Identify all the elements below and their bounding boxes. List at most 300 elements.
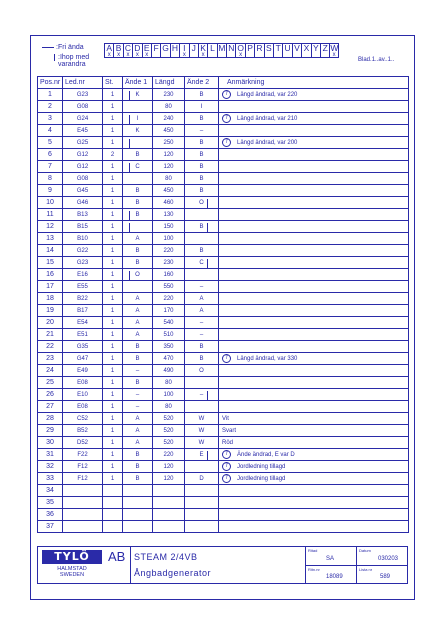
cell-pos	[38, 173, 63, 185]
cell-remark	[219, 245, 409, 257]
cell-pos	[38, 509, 63, 521]
cell-langd	[153, 497, 185, 509]
cell-led	[63, 329, 103, 341]
cell-led	[63, 497, 103, 509]
cell-langd-text: 490	[163, 367, 174, 374]
revision-letter-cell	[179, 43, 188, 58]
cell-ande2	[185, 377, 219, 389]
revision-letter: F	[153, 43, 159, 53]
cell-st	[103, 389, 123, 401]
revision-letter: Y	[312, 43, 319, 53]
cell-remark	[219, 437, 409, 449]
table-row	[38, 245, 409, 257]
cell-st-text: 1	[110, 271, 115, 278]
divider	[130, 547, 131, 583]
cell-langd-text: 160	[163, 271, 174, 278]
col-header-anm: Anmärkning	[219, 77, 409, 89]
revision-letter: X	[303, 43, 310, 53]
cell-st-text: 1	[110, 187, 115, 194]
cell-ande2	[185, 509, 219, 521]
product-title: STEAM 2/4VB	[134, 552, 198, 562]
company-suffix: AB	[108, 549, 126, 564]
cell-ande2	[185, 317, 219, 329]
table-row	[38, 269, 409, 281]
cell-ande2-text: B	[199, 91, 204, 98]
revision-letter-cell	[311, 43, 320, 58]
cell-langd	[153, 305, 185, 317]
cell-langd-text: 470	[163, 355, 174, 362]
cell-st	[103, 245, 123, 257]
cell-ande2-text: B	[199, 223, 204, 230]
remark-text: Längd ändrad, var 330	[237, 356, 298, 363]
revision-letter: H	[171, 43, 178, 53]
legend-free-end: :Fri ända	[56, 44, 84, 51]
cell-ande1	[123, 341, 153, 353]
cell-led-text: G22	[76, 247, 89, 254]
cell-ande1-text: K	[135, 91, 140, 98]
revision-letter: I	[183, 43, 186, 53]
joined-end-marker	[129, 211, 130, 221]
revision-letter: B	[115, 43, 122, 53]
cell-langd-text: 100	[163, 391, 174, 398]
cell-led	[63, 101, 103, 113]
cell-st-text: 1	[110, 235, 115, 242]
wire-list-table	[37, 76, 409, 533]
cell-ande2	[185, 341, 219, 353]
table-row	[38, 197, 409, 209]
cell-langd	[153, 401, 185, 413]
cell-pos	[38, 245, 63, 257]
cell-ande2	[185, 137, 219, 149]
cell-langd	[153, 269, 185, 281]
cell-ande2-text: –	[199, 319, 204, 326]
cell-ande2-text: –	[199, 283, 204, 290]
cell-remark	[219, 269, 409, 281]
cell-st	[103, 185, 123, 197]
cell-ande1	[123, 257, 153, 269]
cell-pos-text: 18	[46, 295, 54, 302]
cell-st	[103, 197, 123, 209]
cell-ande2-text: B	[199, 139, 204, 146]
cell-pos	[38, 233, 63, 245]
cell-pos-text: 20	[46, 319, 54, 326]
cell-led-text: G46	[76, 199, 89, 206]
table-row	[38, 161, 409, 173]
cell-pos	[38, 161, 63, 173]
revision-letter: S	[266, 43, 272, 53]
cell-pos	[38, 125, 63, 137]
cell-ande2-text: –	[199, 331, 204, 338]
cell-st	[103, 293, 123, 305]
cell-led	[63, 437, 103, 449]
cell-led	[63, 149, 103, 161]
cell-ande2	[185, 293, 219, 305]
cell-st	[103, 449, 123, 461]
cell-ande1	[123, 245, 153, 257]
joined-end-marker	[207, 259, 208, 269]
cell-remark	[219, 425, 409, 437]
cell-pos-text: 31	[46, 451, 54, 458]
joined-end-bar-symbol	[54, 54, 55, 61]
cell-st	[103, 401, 123, 413]
cell-ande1-text: B	[135, 355, 140, 362]
cell-ande1	[123, 233, 153, 245]
cell-remark	[219, 89, 409, 101]
revision-mark: x	[201, 52, 205, 58]
table-row	[38, 341, 409, 353]
cell-ande1-text: –	[135, 403, 140, 410]
end-legend	[42, 44, 102, 71]
cell-remark	[219, 113, 409, 125]
cell-langd-text: 120	[163, 151, 174, 158]
cell-led-text: G23	[76, 259, 89, 266]
cell-st	[103, 485, 123, 497]
cell-langd-text: 120	[163, 163, 174, 170]
cell-remark	[219, 497, 409, 509]
cell-pos	[38, 473, 63, 485]
cell-led	[63, 449, 103, 461]
cell-ande1-text: B	[135, 199, 140, 206]
date-value: 030203	[378, 556, 399, 562]
cell-st-text: 1	[110, 439, 115, 446]
cell-led-text: E54	[77, 319, 88, 326]
table-row	[38, 209, 409, 221]
cell-ande1-text: A	[135, 415, 140, 422]
cell-pos	[38, 497, 63, 509]
cell-langd	[153, 329, 185, 341]
cell-led	[63, 401, 103, 413]
cell-pos	[38, 185, 63, 197]
cell-remark	[219, 353, 409, 365]
cell-ande2	[185, 221, 219, 233]
cell-remark	[219, 365, 409, 377]
cell-langd-text: 130	[163, 211, 174, 218]
cell-ande2	[185, 437, 219, 449]
cell-ande1	[123, 425, 153, 437]
cell-led-text: E10	[77, 391, 88, 398]
cell-langd	[153, 425, 185, 437]
cell-pos-text: 2	[48, 103, 52, 110]
cell-ande2	[185, 365, 219, 377]
cell-ande2-text: –	[199, 391, 204, 398]
cell-remark	[219, 305, 409, 317]
cell-ande2	[185, 89, 219, 101]
cell-ande2-text: B	[199, 115, 204, 122]
table-row	[38, 173, 409, 185]
cell-remark	[219, 401, 409, 413]
cell-remark	[219, 341, 409, 353]
cell-langd	[153, 377, 185, 389]
revision-mark: x	[135, 52, 139, 58]
cell-remark	[219, 257, 409, 269]
cell-ande1	[123, 437, 153, 449]
table-row	[38, 101, 409, 113]
revision-letter: Z	[322, 43, 328, 53]
cell-st	[103, 113, 123, 125]
cell-led-text: G47	[76, 355, 89, 362]
cell-led	[63, 377, 103, 389]
cell-st-text: 2	[110, 151, 115, 158]
cell-pos-text: 19	[46, 307, 54, 314]
cell-langd-text: 100	[163, 235, 174, 242]
cell-ande2-text: C	[199, 259, 204, 266]
revision-letter-cell	[245, 43, 254, 58]
revision-letter: R	[256, 43, 263, 53]
cell-ande2	[185, 269, 219, 281]
cell-remark	[219, 173, 409, 185]
cell-ande2-text: B	[199, 355, 204, 362]
cell-langd	[153, 149, 185, 161]
cell-pos-text: 26	[46, 391, 54, 398]
table-row	[38, 485, 409, 497]
cell-pos-text: 25	[46, 379, 54, 386]
cell-st-text: 1	[110, 475, 115, 482]
cell-st-text: 1	[110, 391, 115, 398]
sheet-indicator: Blad.1..av..1..	[358, 57, 395, 63]
drawing-no-value: 18089	[326, 574, 343, 580]
table-row	[38, 89, 409, 101]
cell-st-text: 1	[110, 427, 115, 434]
cell-pos-text: 5	[48, 139, 52, 146]
revision-letter-cell	[282, 43, 291, 58]
revision-letter-cell	[170, 43, 179, 58]
cell-led-text: G45	[76, 187, 89, 194]
cell-led	[63, 197, 103, 209]
revision-mark: x	[239, 52, 243, 58]
revision-letter-cell	[160, 43, 169, 58]
col-header-st: St.	[103, 77, 123, 89]
cell-ande1-text: –	[135, 367, 140, 374]
table-row	[38, 221, 409, 233]
cell-ande1	[123, 113, 153, 125]
cell-pos-text: 37	[46, 523, 54, 530]
table-row	[38, 377, 409, 389]
cell-led	[63, 89, 103, 101]
cell-langd	[153, 125, 185, 137]
cell-ande1-text: I	[136, 115, 139, 122]
cell-remark	[219, 233, 409, 245]
cell-remark	[219, 101, 409, 113]
joined-end-marker	[129, 271, 130, 281]
cell-pos	[38, 89, 63, 101]
cell-remark	[219, 329, 409, 341]
cell-pos	[38, 113, 63, 125]
cell-led-text: B15	[77, 223, 88, 230]
col-header-langd: Längd	[153, 77, 185, 89]
revision-letter: W	[330, 43, 339, 53]
cell-langd	[153, 233, 185, 245]
cell-st-text: 1	[110, 223, 115, 230]
table-row	[38, 425, 409, 437]
cell-pos-text: 24	[46, 367, 54, 374]
cell-langd-text: 250	[163, 139, 174, 146]
cell-st-text: 1	[110, 295, 115, 302]
cell-ande2	[185, 113, 219, 125]
col-header-ande2: Ände 2	[185, 77, 219, 89]
cell-pos	[38, 341, 63, 353]
cell-ande2	[185, 209, 219, 221]
cell-pos-text: 35	[46, 499, 54, 506]
cell-ande2	[185, 521, 219, 533]
cell-ande1-text: B	[135, 463, 140, 470]
cell-ande2-text: I	[200, 103, 203, 110]
revision-letter-cell	[217, 43, 226, 58]
cell-st	[103, 377, 123, 389]
cell-pos	[38, 317, 63, 329]
revision-letter: O	[237, 43, 244, 53]
cell-langd-text: 350	[163, 343, 174, 350]
cell-pos	[38, 461, 63, 473]
revision-letter-cell	[207, 43, 216, 58]
cell-st-text: 1	[110, 247, 115, 254]
cell-ande1-text: B	[135, 451, 140, 458]
cell-led	[63, 245, 103, 257]
cell-pos-text: 15	[46, 259, 54, 266]
table-row	[38, 509, 409, 521]
cell-ande2	[185, 149, 219, 161]
cell-led-text: B13	[77, 211, 88, 218]
cell-langd	[153, 509, 185, 521]
cell-ande2-text: D	[199, 475, 204, 482]
cell-led	[63, 365, 103, 377]
cell-ande1	[123, 101, 153, 113]
company-location	[42, 566, 102, 578]
cell-st	[103, 473, 123, 485]
revision-letter: K	[200, 43, 206, 53]
cell-langd-text: 230	[163, 91, 174, 98]
table-row	[38, 125, 409, 137]
cell-ande1-text: B	[135, 259, 140, 266]
cell-ande2-text: W	[198, 439, 205, 446]
cell-langd-text: 170	[163, 307, 174, 314]
cell-ande2-text: A	[199, 295, 204, 302]
cell-remark	[219, 281, 409, 293]
table-row	[38, 329, 409, 341]
table-row	[38, 353, 409, 365]
cell-ande2	[185, 473, 219, 485]
remark-text: Röd	[222, 439, 234, 446]
cell-st-text: 1	[110, 331, 115, 338]
cell-pos-text: 16	[46, 271, 54, 278]
revision-circle-icon: 7	[222, 138, 231, 147]
cell-pos	[38, 401, 63, 413]
cell-langd	[153, 173, 185, 185]
cell-ande1	[123, 329, 153, 341]
cell-remark	[219, 521, 409, 533]
table-row	[38, 233, 409, 245]
revision-circle-icon: 7	[222, 450, 231, 459]
cell-led	[63, 473, 103, 485]
cell-pos-text: 22	[46, 343, 54, 350]
cell-led	[63, 161, 103, 173]
table-row	[38, 497, 409, 509]
cell-ande2-text: W	[198, 415, 205, 422]
cell-langd	[153, 221, 185, 233]
table-row	[38, 149, 409, 161]
cell-ande1	[123, 401, 153, 413]
cell-ande2	[185, 281, 219, 293]
cell-pos	[38, 437, 63, 449]
cell-ande1	[123, 173, 153, 185]
cell-led-text: G08	[76, 175, 89, 182]
col-header-pos: Pos.nr	[38, 77, 63, 89]
revision-letter: M	[218, 43, 226, 53]
cell-pos-text: 17	[46, 283, 54, 290]
cell-st	[103, 341, 123, 353]
remark-text: Svart	[222, 427, 237, 434]
cell-st	[103, 509, 123, 521]
revision-letter: C	[124, 43, 132, 53]
revision-letter-cell	[254, 43, 263, 58]
cell-st	[103, 257, 123, 269]
cell-pos	[38, 197, 63, 209]
cell-ande1-text: A	[135, 427, 140, 434]
joined-end-marker	[129, 139, 130, 149]
cell-pos	[38, 377, 63, 389]
cell-langd	[153, 341, 185, 353]
cell-pos-text: 14	[46, 247, 54, 254]
cell-langd-text: 460	[163, 199, 174, 206]
cell-remark	[219, 185, 409, 197]
cell-led-text: F22	[77, 451, 88, 458]
joined-end-marker	[207, 451, 208, 461]
cell-langd	[153, 113, 185, 125]
revision-letter-cell	[226, 43, 235, 58]
cell-led	[63, 353, 103, 365]
revision-circle-icon: 7	[222, 90, 231, 99]
cell-pos	[38, 389, 63, 401]
remark-text: Ände ändrad, E var D	[237, 452, 295, 459]
cell-ande1	[123, 149, 153, 161]
cell-pos	[38, 257, 63, 269]
cell-ande1	[123, 317, 153, 329]
cell-led	[63, 221, 103, 233]
cell-led-text: G08	[76, 103, 89, 110]
cell-langd	[153, 245, 185, 257]
cell-st	[103, 233, 123, 245]
cell-langd	[153, 413, 185, 425]
cell-ande1-text: B	[135, 247, 140, 254]
cell-st-text: 1	[110, 463, 115, 470]
cell-langd	[153, 185, 185, 197]
table-row	[38, 401, 409, 413]
revision-letter-cell	[273, 43, 282, 58]
cell-pos-text: 34	[46, 487, 54, 494]
revision-letter-grid	[104, 43, 339, 58]
cell-remark	[219, 197, 409, 209]
remark-text: Längd ändrad, var 200	[237, 140, 298, 147]
cell-st	[103, 461, 123, 473]
cell-ande2-text: B	[199, 175, 204, 182]
joined-end-marker	[207, 223, 208, 233]
revision-circle-icon: 7	[222, 474, 231, 483]
cell-pos-text: 12	[46, 223, 54, 230]
cell-ande2-text: E	[199, 451, 204, 458]
cell-led	[63, 137, 103, 149]
list-no-label: Lista nr	[359, 567, 373, 572]
cell-led-text: E49	[77, 367, 88, 374]
cell-st-text: 1	[110, 127, 115, 134]
cell-led	[63, 305, 103, 317]
cell-pos	[38, 353, 63, 365]
cell-remark	[219, 377, 409, 389]
cell-ande2	[185, 257, 219, 269]
table-row	[38, 461, 409, 473]
cell-st-text: 1	[110, 175, 115, 182]
cell-ande1	[123, 185, 153, 197]
table-body	[38, 89, 409, 533]
cell-ande1	[123, 353, 153, 365]
